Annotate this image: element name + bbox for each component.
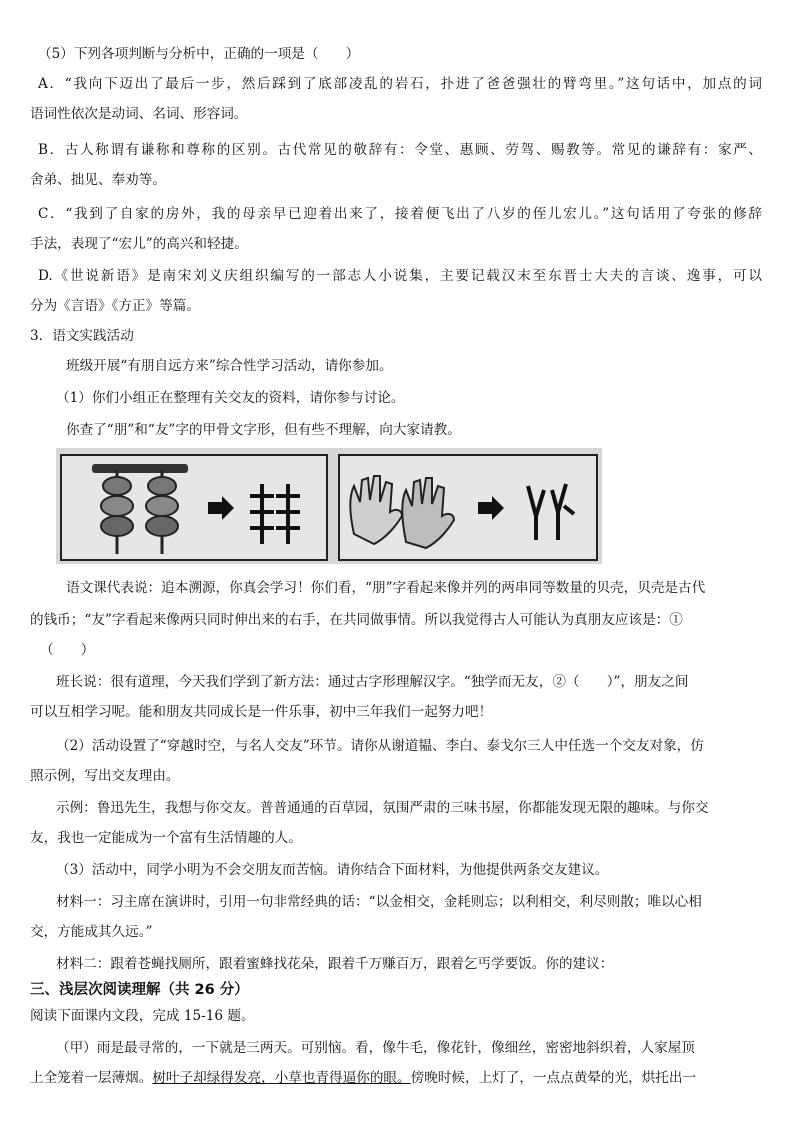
arrow-right-icon bbox=[478, 496, 504, 520]
material-1-cont: 交，方能成其久远。” bbox=[30, 924, 153, 940]
material-1: 材料一：习主席在演讲时，引用一句非常经典的话：“以金相交，金耗则忘；以利相交，利尽则散；唯以心相 bbox=[56, 894, 702, 910]
subquestion-1: （1）你们小组正在整理有关交友的资料，请你参与讨论。 bbox=[56, 390, 405, 406]
activity-intro: 班级开展“有朋自远方来”综合性学习活动，请你参加。 bbox=[66, 358, 393, 374]
blank-1: （ ） bbox=[40, 642, 95, 658]
section-3-title: 3．语文实践活动 bbox=[30, 328, 134, 344]
rep-speech: 语文课代表说：追本溯源，你真会学习！你们看，“朋”字看起来像并列的两串同等数量的贝壳，贝壳是古代 bbox=[66, 580, 706, 596]
option-b-cont: 舍弟、拙见、奉劝等。 bbox=[30, 172, 166, 188]
option-a-cont: 语词性依次是动词、名词、形容词。 bbox=[30, 106, 248, 122]
option-c: C．“我到了自家的房外，我的母亲早已迎着出来了，接着便飞出了八岁的侄儿宏儿。”这句话用了夸张的修辞 bbox=[38, 206, 762, 222]
you-character-panel bbox=[338, 454, 598, 561]
monitor-speech-cont: 可以互相学习呢。能和朋友共同成长是一件乐事，初中三年我们一起努力吧！ bbox=[30, 704, 493, 720]
subquestion-2-cont: 照示例，写出交友理由。 bbox=[30, 768, 180, 784]
reading-instruction: 阅读下面课内文段，完成 15-16 题。 bbox=[30, 1008, 255, 1024]
subquestion-3: （3）活动中，同学小明为不会交朋友而苦恼。请你结合下面材料，为他提供两条交友建议。 bbox=[56, 862, 609, 878]
option-c-cont: 手法，表现了“宏儿”的高兴和轻捷。 bbox=[30, 236, 248, 252]
passage-text: 上全笼着一层薄烟。 bbox=[30, 1070, 153, 1086]
option-d-cont: 分为《言语》《方正》等篇。 bbox=[30, 298, 200, 314]
section-heading-3: 三、浅层次阅读理解（共 26 分） bbox=[30, 982, 249, 998]
monitor-speech: 班长说：很有道理，今天我们学到了新方法：通过古字形理解汉字。“独学而无友，②（ ）”，朋友之间 bbox=[56, 674, 689, 690]
oracle-bone-figure bbox=[56, 448, 602, 564]
subquestion-2: （2）活动设置了“穿越时空，与名人交友”环节。请你从谢道韫、李白、泰戈尔三人中任选一个交友对象，仿 bbox=[56, 738, 704, 754]
arrow-right-icon bbox=[208, 496, 234, 520]
option-a: A．“我向下迈出了最后一步，然后踩到了底部凌乱的岩石，扑进了爸爸强壮的臂弯里。”这句话中，加点的词 bbox=[38, 76, 762, 92]
option-b: B．古人称谓有谦称和尊称的区别。古代常见的敬辞有：令堂、惠顾、劳驾、赐教等。常见的谦辞有：家严、 bbox=[38, 142, 762, 158]
question-5-stem: （5）下列各项判断与分析中，正确的一项是（ ） bbox=[38, 46, 360, 62]
passage-line-1: （甲）雨是最寻常的，一下就是三两天。可别恼。看，像牛毛，像花针，像细丝，密密地斜织着，人家屋顶 bbox=[56, 1040, 695, 1056]
you-two-hands-image bbox=[340, 456, 596, 559]
example: 示例：鲁迅先生，我想与你交友。普普通通的百草园，氛围严肃的三味书屋，你都能发现无限的趣味。与你交 bbox=[56, 800, 709, 816]
rep-speech-cont: 的钱币；“友”字看起来像两只同时伸出来的右手，在共同做事情。所以我觉得古人可能认为真朋友应该是：① bbox=[30, 612, 683, 628]
subquestion-1-prompt: 你查了“朋”和“友”字的甲骨文字形，但有些不理解，向大家请教。 bbox=[66, 422, 461, 438]
passage-text: 傍晚时候，上灯了，一点点黄晕的光，烘托出一 bbox=[410, 1070, 697, 1086]
underlined-sentence: 树叶子却绿得发亮，小草也青得逼你的眼。 bbox=[152, 1070, 411, 1086]
peng-character-panel bbox=[60, 454, 328, 561]
option-d: D.《世说新语》是南宋刘义庆组织编写的一部志人小说集，主要记载汉末至东晋士大夫的言谈、逸事，可以 bbox=[38, 268, 762, 284]
example-cont: 友，我也一定能成为一个富有生活情趣的人。 bbox=[30, 830, 302, 846]
passage-line-2 bbox=[30, 1068, 764, 1088]
peng-shell-strings-image bbox=[62, 456, 326, 559]
material-2: 材料二：跟着苍蝇找厕所，跟着蜜蜂找花朵，跟着千万赚百万，跟着乞丐学要饭。你的建议： bbox=[56, 956, 614, 972]
